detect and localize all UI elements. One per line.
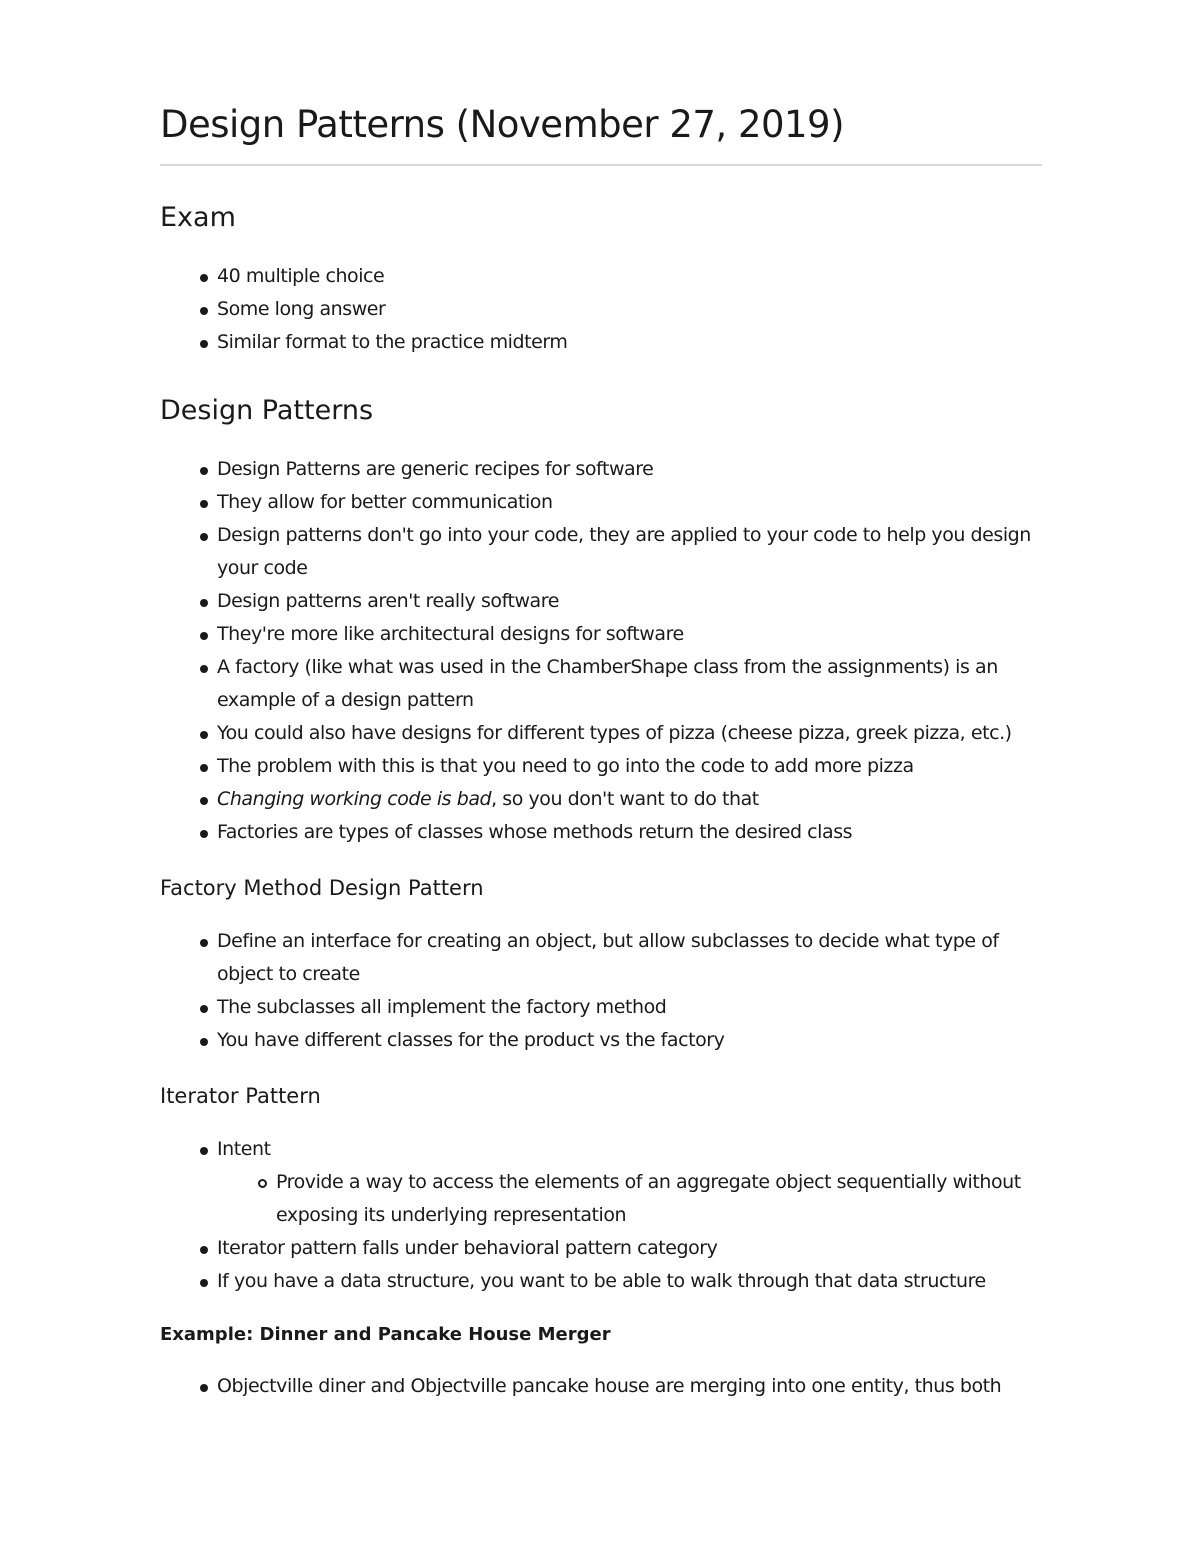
list-item: Design patterns aren't really software [160,585,1042,618]
list-item: A factory (like what was used in the ChamberShape class from the assignments) is an example of a design pattern [160,651,1042,717]
list-item-text: , so you don't want to do that [491,788,759,810]
intent-sublist [217,1166,1042,1232]
example-list [160,1370,1042,1403]
list-item: 40 multiple choice [160,260,1042,293]
list-item [160,1133,1042,1232]
list-item: Similar format to the practice midterm [160,326,1042,359]
design-patterns-heading: Design Patterns [160,395,374,426]
list-item: If you have a data structure, you want to be able to walk through that data structure [160,1265,1042,1298]
list-item: Define an interface for creating an object, but allow subclasses to decide what type of object to create [160,925,1042,991]
list-item: Design patterns don't go into your code, they are applied to your code to help you design your code [160,519,1042,585]
list-item: You have different classes for the product vs the factory [160,1024,1042,1057]
emphasis-text: Changing working code is bad [217,788,492,810]
list-item [160,783,1042,816]
iterator-heading: Iterator Pattern [160,1084,321,1108]
list-item: The subclasses all implement the factory method [160,991,1042,1024]
list-item: They allow for better communication [160,486,1042,519]
list-item: Factories are types of classes whose methods return the desired class [160,816,1042,849]
page-title: Design Patterns (November 27, 2019) [160,100,1042,166]
list-item: The problem with this is that you need to go into the code to add more pizza [160,750,1042,783]
list-item: Design Patterns are generic recipes for software [160,453,1042,486]
sub-list-item: Provide a way to access the elements of an aggregate object sequentially without exposing its underlying representation [217,1166,1042,1232]
iterator-list [160,1133,1042,1298]
document-page [160,100,1042,1403]
factory-method-heading: Factory Method Design Pattern [160,876,484,900]
list-item: Some long answer [160,293,1042,326]
design-patterns-list [160,453,1042,849]
list-item: You could also have designs for different types of pizza (cheese pizza, greek pizza, etc.) [160,717,1042,750]
exam-heading: Exam [160,202,236,233]
list-item: Objectville diner and Objectville pancake house are merging into one entity, thus both [160,1370,1042,1403]
list-item: Iterator pattern falls under behavioral pattern category [160,1232,1042,1265]
list-item: They're more like architectural designs for software [160,618,1042,651]
intent-label: Intent [217,1138,271,1160]
factory-method-list [160,925,1042,1057]
example-heading: Example: Dinner and Pancake House Merger [160,1324,611,1345]
exam-list [160,260,1042,359]
